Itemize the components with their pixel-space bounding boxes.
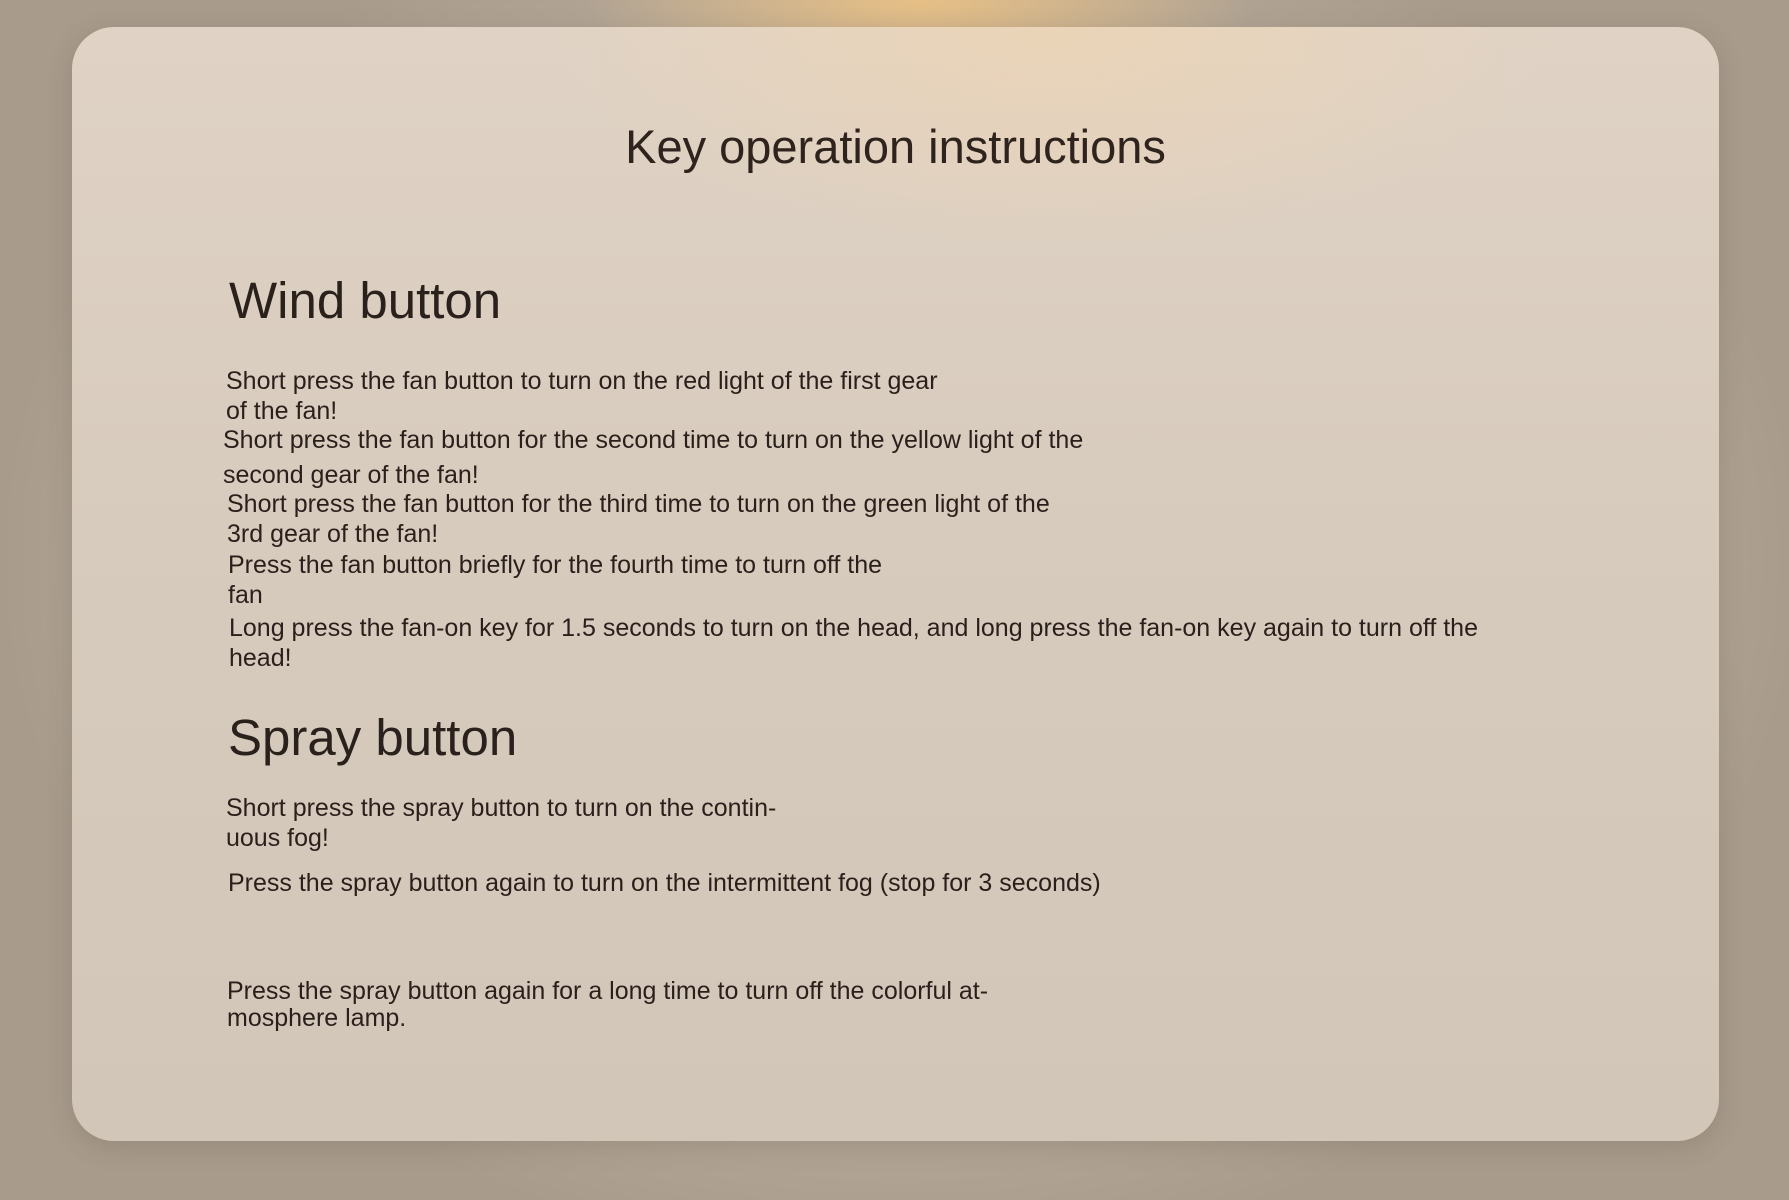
spray-instruction-1: Short press the spray button to turn on the contin- uous fog! <box>226 794 777 852</box>
wind-instruction-1: Short press the fan button to turn on the red light of the first gear of the fan! <box>226 367 938 425</box>
wind-instruction-4: Press the fan button briefly for the fourth time to turn off the fan <box>228 551 883 609</box>
wind-instruction-2: Short press the fan button for the second time to turn on the yellow light of the second gear of the fan! <box>223 426 1084 489</box>
section-heading-wind: Wind button <box>229 272 502 329</box>
wind-instruction-5: Long press the fan-on key for 1.5 seconds to turn on the head, and long press the fan-on key again to turn off the head! <box>229 614 1478 672</box>
spray-instruction-2: Press the spray button again to turn on the intermittent fog (stop for 3 seconds) <box>228 869 1101 897</box>
wind-instruction-3: Short press the fan button for the third time to turn on the green light of the 3rd gear of the fan! <box>227 490 1050 548</box>
instruction-card <box>72 27 1719 1141</box>
section-heading-spray: Spray button <box>228 709 518 766</box>
page-title: Key operation instructions <box>625 120 1166 173</box>
spray-instruction-3: Press the spray button again for a long time to turn off the colorful at- mosphere lamp. <box>227 977 989 1032</box>
